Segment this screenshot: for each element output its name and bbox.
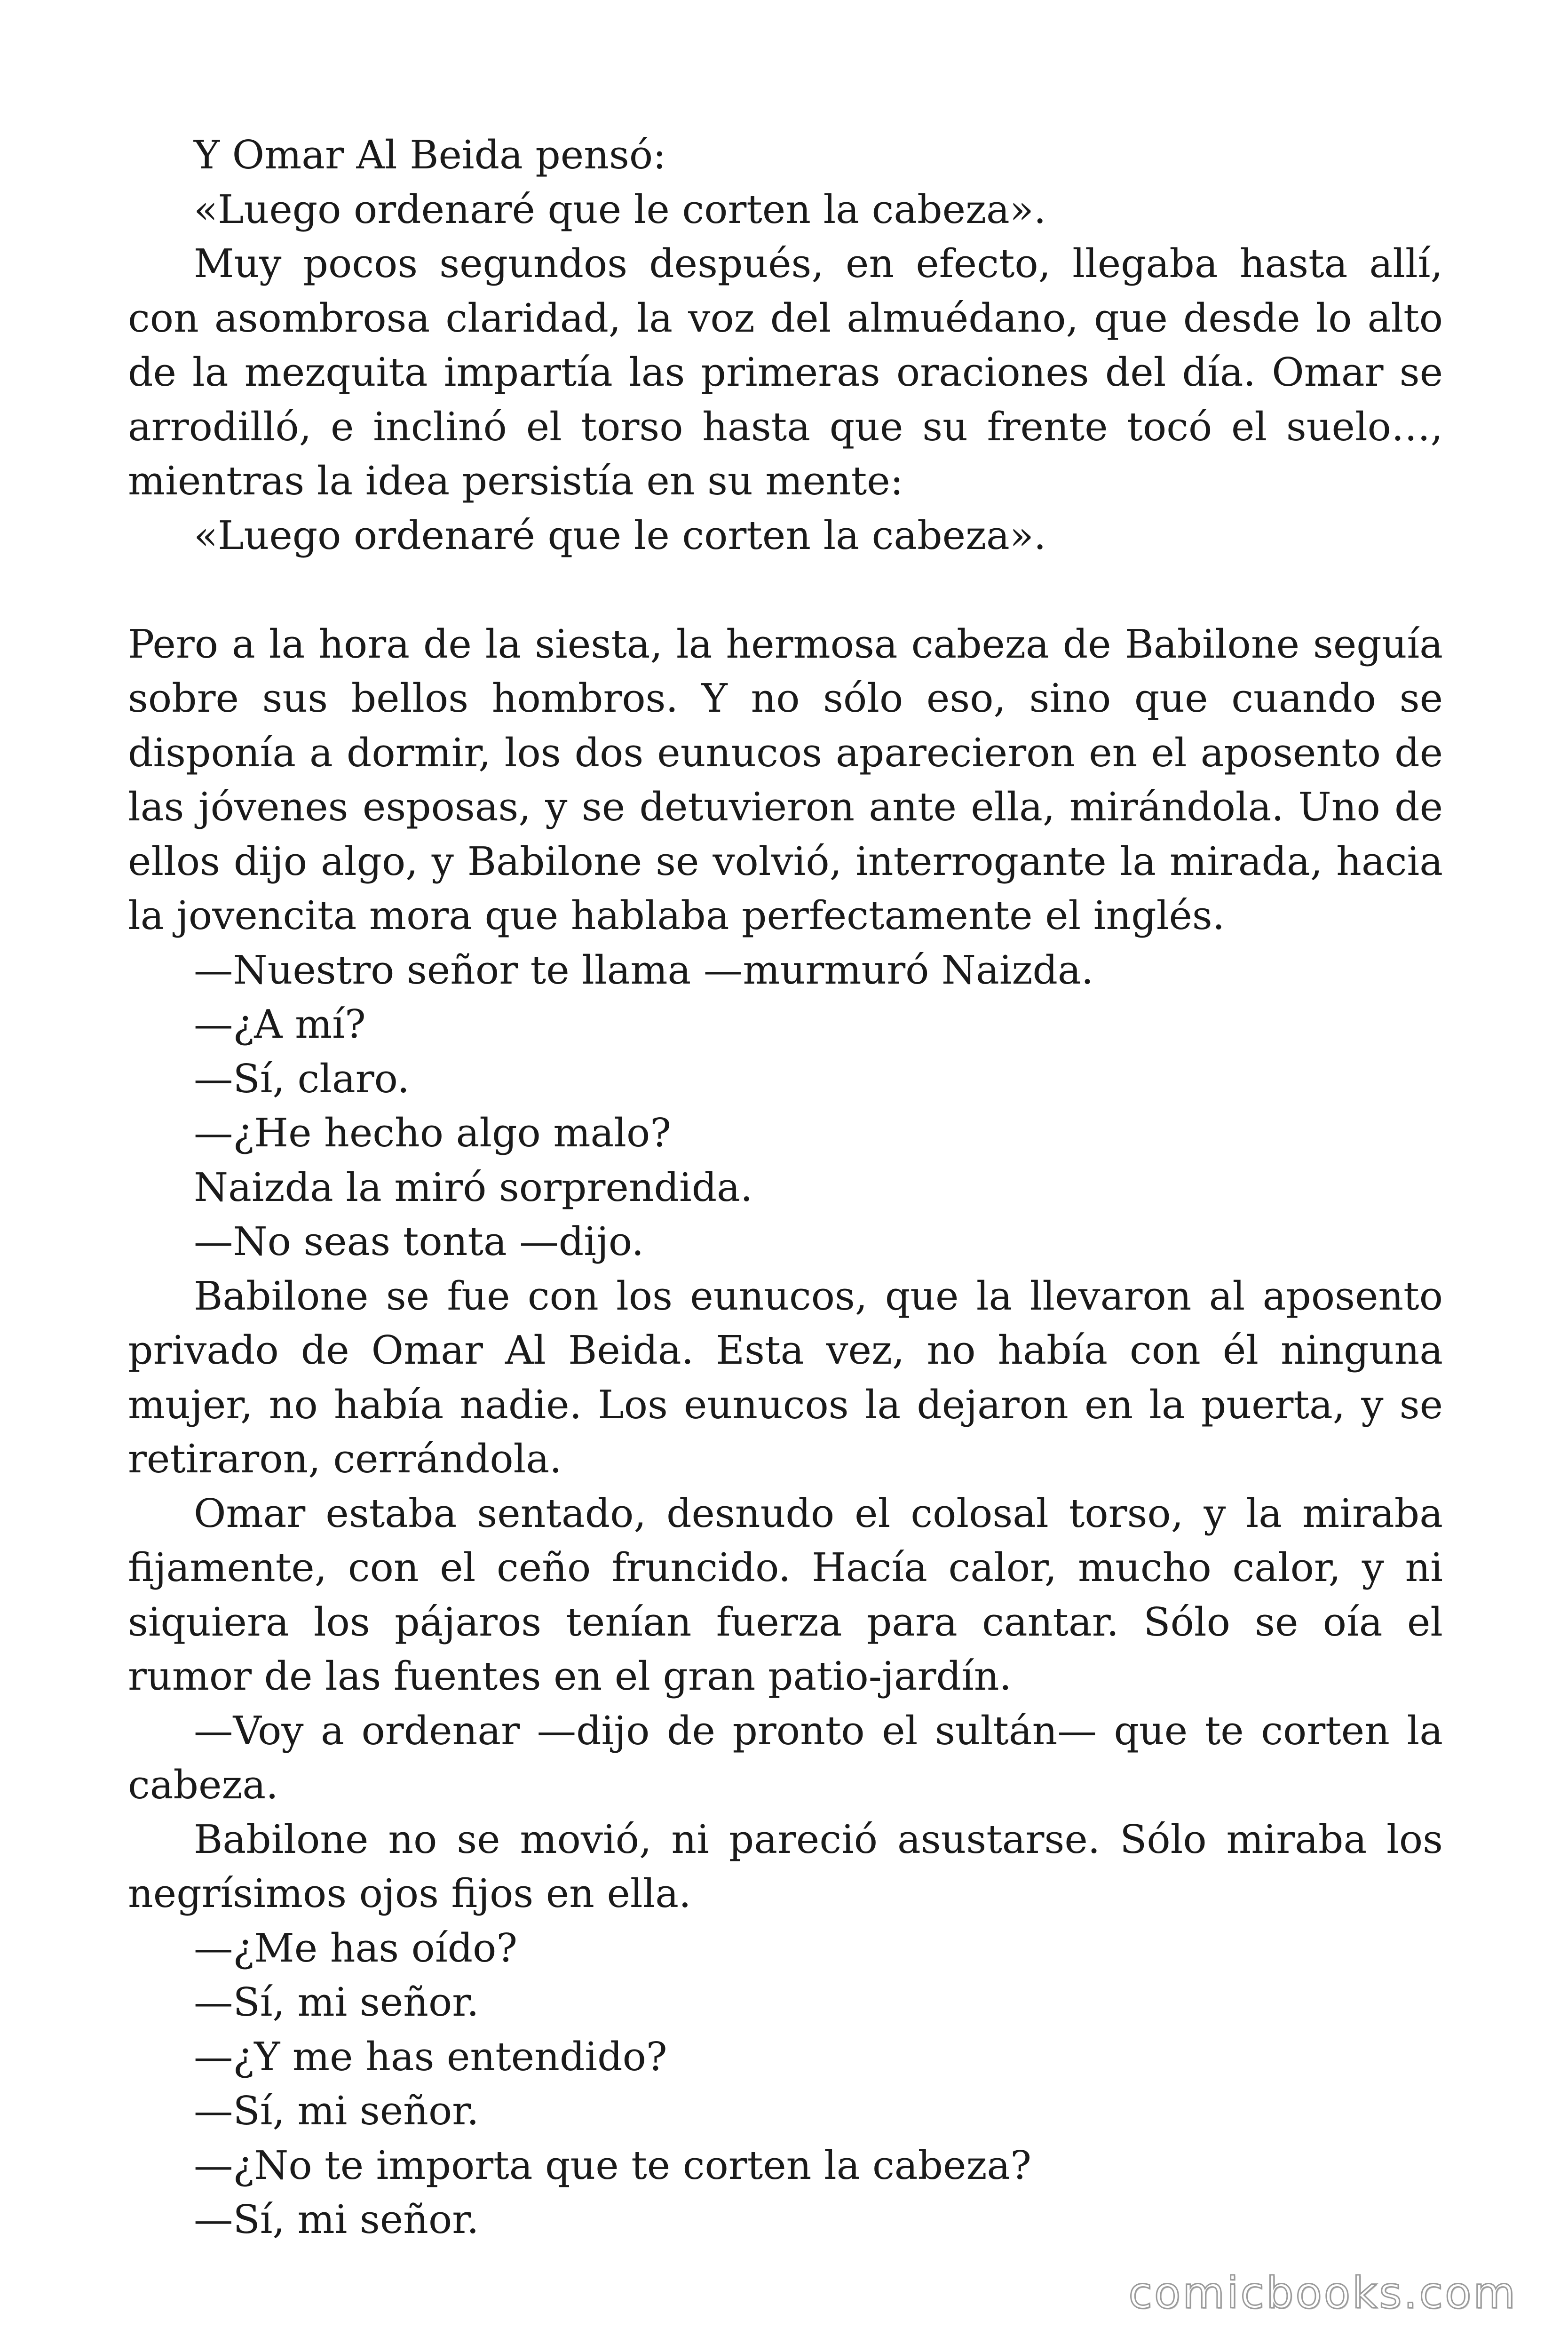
paragraph: —Sí, mi señor. (194, 2196, 479, 2242)
paragraph: —Nuestro señor te llama —murmuró Naizda. (194, 946, 1094, 993)
paragraph: —Voy a ordenar —dijo de pronto el sultán— que te corten la cabeza. (128, 1707, 1443, 1808)
paragraph: —¿A mí? (194, 1001, 366, 1047)
paragraph: Babilone se fue con los eunucos, que la llevaron al aposento privado de Omar Al Beida. Esta vez, no había con él ninguna mujer, no había nadie. Los eunucos la dejaron en la puerta, y se retiraron, cerrándola. (128, 1272, 1443, 1482)
paragraph: —Sí, mi señor. (194, 2088, 479, 2134)
paragraph: Muy pocos segundos después, en efecto, llegaba hasta allí, con asombrosa claridad, la voz del almuédano, que desde lo alto de la mezquita impartía las primeras oraciones del día. Omar se arrodilló, e inclinó el torso hasta que su frente tocó el suelo…, mientras la idea persistía en su mente: (128, 240, 1443, 504)
paragraph: Omar estaba sentado, desnudo el colosal torso, y la miraba fijamente, con el ceño fruncido. Hacía calor, mucho calor, y ni siquiera los pájaros tenían fuerza para cantar. Sólo se oía el rumor de las fuentes en el gran patio-jardín. (128, 1490, 1443, 1699)
paragraph: «Luego ordenaré que le corten la cabeza». (194, 186, 1046, 232)
paragraph: Babilone no se movió, ni pareció asustarse. Sólo miraba los negrísimos ojos fijos en ella. (128, 1816, 1443, 1916)
paragraph: «Luego ordenaré que le corten la cabeza». (194, 512, 1046, 558)
paragraph: Y Omar Al Beida pensó: (194, 132, 666, 178)
section-break (128, 563, 1443, 617)
paragraph: —Sí, mi señor. (194, 1979, 479, 2025)
page-text-body (128, 128, 1443, 2247)
paragraph: —¿No te importa que te corten la cabeza? (194, 2142, 1031, 2188)
paragraph: —Sí, claro. (194, 1055, 410, 1102)
paragraph: —¿Me has oído? (194, 1924, 518, 1971)
paragraph: —¿He hecho algo malo? (194, 1110, 672, 1156)
watermark: comicbooks.com (1128, 2268, 1517, 2318)
paragraph: —¿Y me has entendido? (194, 2033, 667, 2080)
paragraph: —No seas tonta —dijo. (194, 1218, 644, 1264)
paragraph: Pero a la hora de la siesta, la hermosa cabeza de Babilone seguía sobre sus bellos hombros. Y no sólo eso, sino que cuando se disponía a dormir, los dos eunucos aparecieron en el aposento de las jóvenes esposas, y se detuvieron ante ella, mirándola. Uno de ellos dijo algo, y Babilone se volvió, interrogante la mirada, hacia la jovencita mora que hablaba perfectamente el inglés. (128, 620, 1443, 938)
paragraph: Naizda la miró sorprendida. (194, 1164, 753, 1210)
